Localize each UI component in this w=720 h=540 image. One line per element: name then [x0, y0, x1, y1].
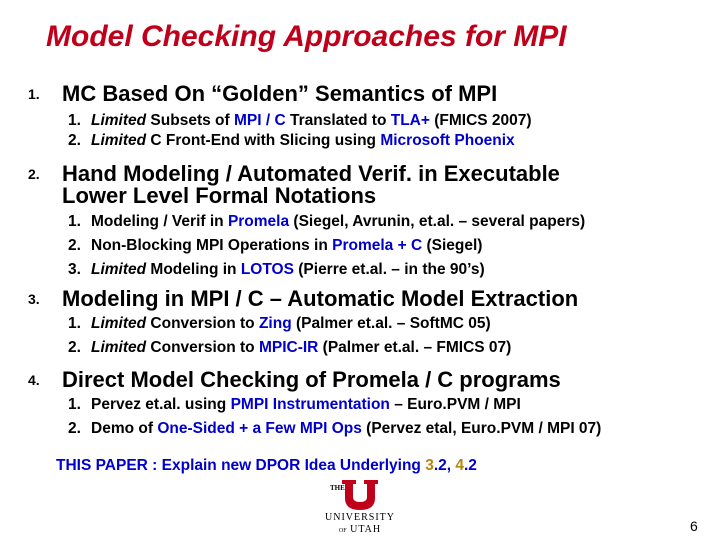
sub-number: 1. — [68, 213, 81, 230]
item-heading: Hand Modeling / Automated Verif. in Executable — [62, 161, 560, 187]
item-heading: MC Based On “Golden” Semantics of MPI — [62, 81, 498, 107]
note-ref-4-tail: .2 — [464, 457, 477, 474]
sub-number: 1. — [68, 315, 81, 332]
sub-text: Demo of — [91, 420, 158, 437]
item-3-sub-1 — [68, 314, 491, 334]
logo-of: OF — [338, 528, 347, 534]
sub-number: 1. — [68, 396, 81, 413]
emphasis-text: Limited — [91, 261, 147, 278]
sub-text: (Pierre et.al. – in the 90’s) — [293, 261, 485, 278]
note-ref-3-tail: .2, — [433, 457, 456, 474]
item-2-heading-line-2: Lower Level Formal Notations — [62, 183, 377, 208]
logo-of-utah — [316, 524, 404, 535]
item-number: 3. — [28, 291, 40, 308]
emphasis-text: Limited — [91, 339, 147, 356]
logo-the: THE — [330, 484, 345, 492]
item-1 — [28, 80, 497, 107]
note-ref-4: 4 — [455, 457, 464, 474]
emphasis-text: Limited — [91, 315, 147, 332]
sub-text: Conversion to — [146, 315, 259, 332]
slide-title: Model Checking Approaches for MPI — [46, 20, 567, 53]
this-paper-note — [56, 457, 477, 475]
item-1-sub-1 — [68, 111, 532, 131]
item-heading: Modeling in MPI / C – Automatic Model Extraction — [62, 286, 579, 312]
sub-text: (Pervez etal, Euro.PVM / MPI 07) — [361, 420, 602, 437]
sub-text: – Euro.PVM / MPI — [389, 396, 521, 413]
item-2-sub-3 — [68, 260, 485, 280]
logo-utah: UTAH — [350, 524, 382, 535]
highlight-term: TLA+ — [390, 112, 430, 129]
note-ref-3: 3 — [425, 457, 434, 474]
university-logo — [316, 478, 404, 536]
logo-university: UNIVERSITY — [325, 512, 395, 523]
emphasis-text: Limited — [91, 132, 147, 149]
sub-number: 2. — [68, 420, 81, 437]
highlight-term: LOTOS — [240, 261, 294, 278]
sub-text: Subsets of — [146, 112, 234, 129]
sub-text: C Front-End with Slicing using — [146, 132, 381, 149]
highlight-term: Promela — [227, 213, 290, 230]
item-1-sub-2 — [68, 131, 515, 151]
sub-text: Modeling in — [146, 261, 241, 278]
item-2-sub-2 — [68, 236, 482, 256]
item-4-sub-1 — [68, 395, 521, 415]
sub-text: (Palmer et.al. – FMICS 07) — [318, 339, 512, 356]
sub-number: 2. — [68, 339, 81, 356]
sub-number: 3. — [68, 261, 81, 278]
sub-text: (Siegel, Avrunin, et.al. – several papers) — [289, 213, 586, 230]
sub-text: (FMICS 2007) — [429, 112, 532, 129]
highlight-term: Zing — [258, 315, 292, 332]
item-number: 1. — [28, 86, 40, 103]
highlight-term: Promela + C — [332, 237, 423, 254]
sub-text: Translated to — [285, 112, 391, 129]
sub-number: 2. — [68, 237, 81, 254]
item-4-sub-2 — [68, 419, 601, 439]
sub-text: (Palmer et.al. – SoftMC 05) — [291, 315, 491, 332]
sub-text: Modeling / Verif in — [91, 213, 228, 230]
sub-text: Pervez et.al. using — [91, 396, 231, 413]
item-number: 2. — [28, 166, 40, 183]
emphasis-text: Limited — [91, 112, 147, 129]
sub-number: 1. — [68, 112, 81, 129]
highlight-term: MPIC-IR — [258, 339, 319, 356]
note-text: THIS PAPER : Explain new DPOR Idea Underlying — [56, 457, 426, 474]
sub-text: Non-Blocking MPI Operations in — [91, 237, 333, 254]
block-u-icon — [338, 478, 382, 512]
item-heading: Direct Model Checking of Promela / C programs — [62, 367, 561, 393]
item-3-sub-2 — [68, 338, 511, 358]
page-number: 6 — [690, 518, 698, 534]
highlight-term: One-Sided + a Few MPI Ops — [157, 420, 362, 437]
item-3 — [28, 285, 578, 312]
sub-text: Conversion to — [146, 339, 259, 356]
highlight-term: Microsoft Phoenix — [380, 132, 515, 149]
highlight-term: MPI / C — [233, 112, 286, 129]
item-2-sub-1 — [68, 212, 585, 232]
sub-text: (Siegel) — [422, 237, 483, 254]
sub-number: 2. — [68, 132, 81, 149]
item-4 — [28, 366, 561, 393]
item-number: 4. — [28, 372, 40, 389]
highlight-term: PMPI Instrumentation — [230, 396, 390, 413]
